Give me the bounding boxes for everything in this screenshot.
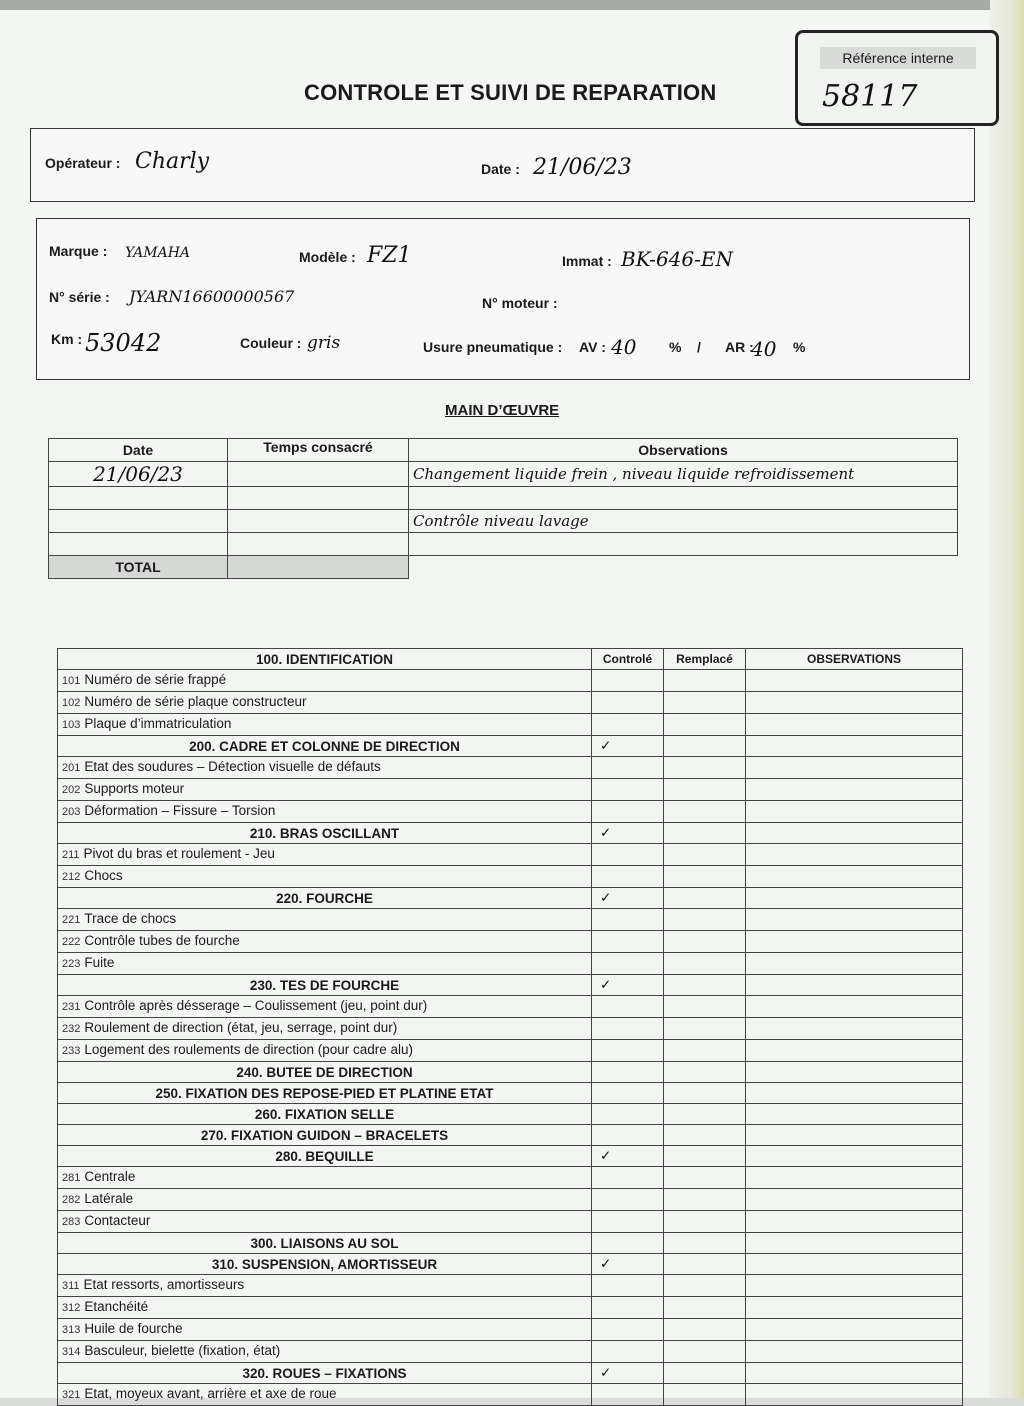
controle-cell [592,1319,664,1341]
operator-box [30,128,975,202]
mo-row1-date: 21/06/23 [49,462,228,487]
checklist-section-row [58,649,963,670]
marque-label: Marque : [49,243,108,259]
remplace-cell [664,1363,746,1384]
col-observations: OBSERVATIONS [746,649,963,670]
checklist-section-row [58,1363,963,1384]
item-number: 283 [62,1216,81,1228]
observations-cell [746,1040,963,1062]
checklist-item-row [58,670,963,692]
controle-cell [592,1040,664,1062]
observations-cell [746,931,963,953]
mo-cell [49,487,228,510]
checklist-item-row [58,953,963,975]
checklist-section-row [58,1125,963,1146]
date-label: Date : [481,161,520,177]
checklist-item-row [58,801,963,823]
mo-obs-line1: Changement liquide frein , niveau liquide refroidissement [409,462,958,487]
observations-cell [746,1125,963,1146]
item-text: Fuite [84,955,115,970]
checklist-item-row [58,1297,963,1319]
mo-total-label: TOTAL [49,556,228,579]
observations-cell [746,1146,963,1167]
checklist-section-row [58,823,963,844]
remplace-cell [664,888,746,909]
reference-value: 58117 [822,79,918,114]
remplace-cell [664,670,746,692]
item-text: Numéro de série plaque constructeur [84,694,307,709]
item-number: 233 [62,1045,81,1057]
col-controle: Controlé [592,649,664,670]
item-number: 221 [62,914,81,926]
checklist-item-row [58,757,963,779]
controle-cell [592,1167,664,1189]
observations-cell [746,1062,963,1083]
section-title: 300. LIAISONS AU SOL [58,1233,592,1254]
remplace-cell [664,1254,746,1275]
controle-check: ✓ [592,823,664,844]
mo-cell [228,510,409,533]
immat-value: BK-646-EN [621,247,733,271]
serie-value: JYARN16600000567 [129,287,295,306]
checklist-item-row [58,1341,963,1363]
remplace-cell [664,1211,746,1233]
item-label [58,1384,592,1406]
item-number: 282 [62,1194,81,1206]
checklist-section-row [58,1104,963,1125]
remplace-cell [664,953,746,975]
checklist-table [57,648,963,1406]
remplace-cell [664,1341,746,1363]
checklist-item-row [58,844,963,866]
mo-cell [409,487,958,510]
serie-label: N° série : [49,289,110,305]
item-number: 321 [62,1389,81,1401]
remplace-cell [664,801,746,823]
operator-label: Opérateur : [45,155,121,171]
controle-check [592,1062,664,1083]
remplace-cell [664,1083,746,1104]
remplace-cell [664,823,746,844]
item-label [58,996,592,1018]
section-title: 310. SUSPENSION, AMORTISSEUR [58,1254,592,1275]
observations-cell [746,1363,963,1384]
mo-col-date: Date [49,439,228,462]
modele-value: FZ1 [367,243,412,268]
item-text: Numéro de série frappé [84,672,227,687]
item-text: Contacteur [84,1213,151,1228]
remplace-cell [664,1125,746,1146]
observations-cell [746,1018,963,1040]
observations-cell [746,996,963,1018]
observations-cell [746,1319,963,1341]
controle-check [592,1233,664,1254]
item-text: Etat, moyeux avant, arrière et axe de roue [84,1386,337,1401]
remplace-cell [664,1319,746,1341]
item-number: 102 [62,697,81,709]
observations-cell [746,953,963,975]
remplace-cell [664,757,746,779]
mo-cell [228,487,409,510]
checklist-item-row [58,714,963,736]
mo-cell [228,533,409,556]
item-text: Etanchéité [84,1299,149,1314]
item-label [58,1319,592,1341]
controle-check [592,1083,664,1104]
ar-value: 40 [751,337,777,361]
observations-cell [746,1275,963,1297]
remplace-cell [664,931,746,953]
checklist-section-row [58,1146,963,1167]
checklist-section-row [58,1083,963,1104]
item-text: Chocs [84,868,123,883]
observations-cell [746,866,963,888]
controle-check [592,1104,664,1125]
immat-label: Immat : [562,253,612,269]
item-label [58,714,592,736]
item-number: 211 [62,849,80,861]
controle-cell [592,757,664,779]
controle-cell [592,1189,664,1211]
remplace-cell [664,909,746,931]
checklist-item-row [58,1275,963,1297]
section-title: 210. BRAS OSCILLANT [58,823,592,844]
observations-cell [746,779,963,801]
ar-percent: % [793,339,806,355]
remplace-cell [664,1062,746,1083]
section-title: 100. IDENTIFICATION [58,649,592,670]
item-text: Etat des soudures – Détection visuelle de défauts [84,759,381,774]
observations-cell [746,1211,963,1233]
mo-cell [409,533,958,556]
section-title: 250. FIXATION DES REPOSE-PIED ET PLATINE ETAT [58,1083,592,1104]
checklist-item-row [58,779,963,801]
item-text: Déformation – Fissure – Torsion [84,803,276,818]
item-text: Etat ressorts, amortisseurs [83,1277,245,1292]
col-remplace: Remplacé [664,649,746,670]
mo-obs-line2: Contrôle niveau lavage [409,510,958,533]
item-label [58,779,592,801]
item-label [58,844,592,866]
scan-top-edge [0,0,1024,10]
controle-check: ✓ [592,1146,664,1167]
item-label [58,931,592,953]
remplace-cell [664,1233,746,1254]
remplace-cell [664,1189,746,1211]
controle-cell [592,779,664,801]
mo-col-temps: Temps consacré [228,439,409,462]
controle-cell [592,844,664,866]
mo-empty [409,556,958,579]
item-number: 202 [62,784,81,796]
remplace-cell [664,1146,746,1167]
checklist-item-row [58,692,963,714]
checklist-item-row [58,1040,963,1062]
remplace-cell [664,844,746,866]
remplace-cell [664,1275,746,1297]
modele-label: Modèle : [299,249,356,265]
checklist-section-row [58,1233,963,1254]
checklist-item-row [58,931,963,953]
observations-cell [746,888,963,909]
observations-cell [746,1189,963,1211]
section-title: 220. FOURCHE [58,888,592,909]
remplace-cell [664,779,746,801]
controle-cell [592,1211,664,1233]
av-label: AV : [579,339,606,355]
km-value: 53042 [85,329,162,357]
item-label [58,1341,592,1363]
checklist-item-row [58,1211,963,1233]
observations-cell [746,1341,963,1363]
item-label [58,757,592,779]
observations-cell [746,714,963,736]
controle-check: ✓ [592,888,664,909]
controle-check [592,1125,664,1146]
remplace-cell [664,975,746,996]
mo-cell [49,510,228,533]
couleur-label: Couleur : [240,335,302,351]
checklist-item-row [58,1018,963,1040]
moteur-label: N° moteur : [482,295,558,311]
item-label [58,1040,592,1062]
observations-cell [746,736,963,757]
scan-right-edge [990,0,1024,1398]
marque-value: YAMAHA [125,245,191,261]
item-number: 203 [62,806,81,818]
checklist-item-row [58,996,963,1018]
observations-cell [746,1297,963,1319]
checklist-item-row [58,866,963,888]
item-text: Pivot du bras et roulement - Jeu [83,846,275,861]
mo-cell [49,533,228,556]
section-title: 240. BUTEE DE DIRECTION [58,1062,592,1083]
controle-cell [592,692,664,714]
checklist-item-row [58,1189,963,1211]
av-value: 40 [611,335,637,359]
item-label [58,1189,592,1211]
observations-cell [746,1167,963,1189]
item-text: Roulement de direction (état, jeu, serrage, point dur) [84,1020,398,1035]
section-title: 270. FIXATION GUIDON – BRACELETS [58,1125,592,1146]
observations-cell [746,844,963,866]
item-number: 101 [62,675,81,687]
mo-col-obs: Observations [409,439,958,462]
item-number: 231 [62,1001,81,1013]
controle-cell [592,1297,664,1319]
item-text: Plaque d’immatriculation [84,716,232,731]
item-text: Huile de fourche [84,1321,183,1336]
item-label [58,909,592,931]
remplace-cell [664,1167,746,1189]
item-number: 311 [62,1280,80,1292]
observations-cell [746,1233,963,1254]
item-label [58,866,592,888]
observations-cell [746,975,963,996]
controle-cell [592,953,664,975]
remplace-cell [664,736,746,757]
remplace-cell [664,866,746,888]
controle-cell [592,1018,664,1040]
observations-cell [746,1384,963,1406]
remplace-cell [664,1104,746,1125]
operator-value: Charly [135,149,210,174]
observations-cell [746,757,963,779]
observations-cell [746,1254,963,1275]
reference-box [795,30,999,126]
item-text: Supports moteur [84,781,185,796]
controle-cell [592,866,664,888]
section-title: 200. CADRE ET COLONNE DE DIRECTION [58,736,592,757]
remplace-cell [664,714,746,736]
item-text: Basculeur, bielette (fixation, état) [84,1343,281,1358]
item-text: Logement des roulements de direction (pour cadre alu) [84,1042,414,1057]
controle-cell [592,1275,664,1297]
vehicle-box [36,218,970,380]
observations-cell [746,692,963,714]
section-title: 260. FIXATION SELLE [58,1104,592,1125]
usure-slash: / [697,339,701,355]
controle-check: ✓ [592,736,664,757]
usure-label: Usure pneumatique : [423,339,563,355]
item-label [58,953,592,975]
km-label: Km : [51,331,83,347]
section-title: 320. ROUES – FIXATIONS [58,1363,592,1384]
item-number: 223 [62,958,81,970]
item-text: Trace de chocs [84,911,177,926]
checklist-section-row [58,1062,963,1083]
section-title: 280. BEQUILLE [58,1146,592,1167]
item-number: 103 [62,719,81,731]
controle-cell [592,1384,664,1406]
item-number: 232 [62,1023,81,1035]
section-title: 230. TES DE FOURCHE [58,975,592,996]
item-label [58,801,592,823]
checklist-section-row [58,888,963,909]
couleur-value: gris [307,333,341,353]
checklist-section-row [58,1254,963,1275]
controle-cell [592,670,664,692]
mo-total-value [228,556,409,579]
observations-cell [746,801,963,823]
item-text: Contrôle tubes de fourche [84,933,240,948]
observations-cell [746,1104,963,1125]
item-number: 281 [62,1172,81,1184]
item-label [58,1167,592,1189]
controle-check: ✓ [592,1254,664,1275]
item-label [58,692,592,714]
remplace-cell [664,996,746,1018]
item-number: 201 [62,762,81,774]
remplace-cell [664,692,746,714]
item-label [58,1297,592,1319]
checklist-section-row [58,736,963,757]
controle-check: ✓ [592,1363,664,1384]
av-percent: % [669,339,682,355]
observations-cell [746,823,963,844]
item-text: Contrôle après désserage – Coulissement (jeu, point dur) [84,998,428,1013]
controle-cell [592,714,664,736]
controle-cell [592,801,664,823]
observations-cell [746,670,963,692]
remplace-cell [664,1384,746,1406]
item-text: Latérale [84,1191,134,1206]
remplace-cell [664,1018,746,1040]
item-number: 222 [62,936,81,948]
remplace-cell [664,1297,746,1319]
controle-cell [592,931,664,953]
item-number: 313 [62,1324,81,1336]
item-number: 212 [62,871,81,883]
checklist-item-row [58,1167,963,1189]
item-label [58,1018,592,1040]
controle-cell [592,1341,664,1363]
checklist-section-row [58,975,963,996]
checklist-item-row [58,909,963,931]
checklist-item-row [58,1384,963,1406]
checklist-item-row [58,1319,963,1341]
ar-label: AR : [725,339,754,355]
item-label [58,670,592,692]
document-title: CONTROLE ET SUIVI DE REPARATION [304,80,717,105]
reference-label: Référence interne [820,47,976,69]
item-label [58,1211,592,1233]
mo-row1-temps [228,462,409,487]
observations-cell [746,909,963,931]
observations-cell [746,1083,963,1104]
item-label [58,1275,592,1297]
item-number: 312 [62,1302,81,1314]
main-oeuvre-title: MAIN D’ŒUVRE [445,402,560,419]
main-oeuvre-table [48,438,958,579]
remplace-cell [664,1040,746,1062]
date-value: 21/06/23 [533,155,632,180]
item-number: 314 [62,1346,81,1358]
item-text: Centrale [84,1169,136,1184]
controle-cell [592,909,664,931]
controle-cell [592,996,664,1018]
controle-check: ✓ [592,975,664,996]
